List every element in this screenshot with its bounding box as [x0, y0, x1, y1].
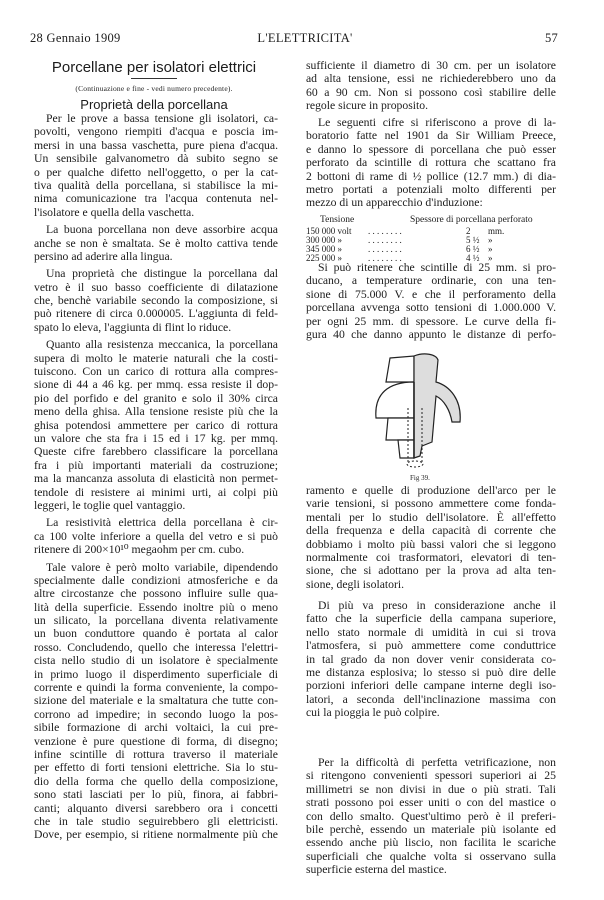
paragraph [306, 59, 556, 113]
text-line: pio del porfido e del granito e solo il 30% circa [34, 391, 278, 405]
text-line: rosso. Concludendo, quello che interessa l'elettri- [34, 640, 278, 654]
unit-cell: » [488, 253, 493, 263]
voltage-cell: 345 000 » [306, 244, 342, 254]
text-line: ramento e quelle di produzione dell'arco per le [306, 484, 556, 497]
text-line: latori, a seconda dell'inclinazione massima con [306, 692, 556, 706]
thickness-cell: 5 ½ [466, 235, 480, 245]
text-line: l'isolatore e quella della vaschetta. [34, 205, 195, 219]
text-line: per ogni 25 mm. di spessore. Le curve della fi- [306, 314, 556, 328]
voltage-thickness-table [306, 216, 556, 263]
left-column [34, 112, 278, 842]
text-line: Una proprietà che distingue la porcellana dal [46, 267, 278, 281]
thickness-cell: 4 ½ [466, 253, 480, 263]
text-line: con dello smalto. Quest'ultimo però è il preferi- [306, 809, 556, 823]
text-line: leggeri, le toglie quel vantaggio. [34, 498, 186, 512]
text-line: ca 100 volte inferiore a quella del vetro e si può [34, 529, 278, 543]
paragraph [34, 267, 278, 334]
text-line: fatto che la superficie della campana superiore, [306, 612, 556, 626]
text-line: povolti, vengono riempiti d'acqua e poscia im- [34, 125, 278, 139]
text-line: sizione del materiale e la smaltatura che tutte con- [34, 694, 278, 708]
dot-leader: . . . . . . . . [368, 253, 402, 263]
figure-caption: Fig 39. [410, 474, 430, 482]
paragraph [306, 484, 556, 591]
page-number: 57 [545, 31, 559, 45]
text-line: ducano, a temperature ordinarie, con una ten- [306, 274, 556, 288]
text-line: altre circostanze che possono influire sulle qua- [34, 587, 278, 601]
text-line: dobbiamo i molto più bassi valori che si leggono [306, 537, 556, 551]
text-line: della frequenza e della capacità di corrente che [306, 524, 556, 538]
text-line: si ritengono convenienti spessori superiori ai 25 [306, 769, 556, 783]
text-line: che, benchè variabile secondo la composizione, si [34, 294, 278, 308]
text-line: porcellana avvenga sotto tensioni di 1.000.000 V. [306, 301, 556, 315]
voltage-cell: 300 000 » [306, 235, 342, 245]
text-line: dio della forma che quello della composizione, [34, 774, 278, 788]
text-line: sione di 75.000 V. e che il perforamento della [306, 287, 556, 301]
text-line: strati possono poi esser uniti o con del mastice o [306, 796, 556, 810]
text-line: corrono ad impedire; in secondo luogo la pos- [34, 707, 278, 721]
article-title: Porcellane per isolatori elettrici [51, 59, 257, 76]
text-line: Di più va preso in considerazione anche il [318, 599, 556, 612]
paragraph [34, 112, 278, 219]
text-line: regole sicure in proposito. [306, 99, 429, 113]
unit-cell: » [488, 235, 493, 245]
text-line: Quanto alla resistenza meccanica, la porcellana [46, 338, 278, 352]
text-line: mezzo di un apparecchio d'induzione: [306, 196, 483, 210]
text-line: canti; alquanto diversi sarebbero ora i concetti [34, 801, 278, 815]
text-line: un buon conduttore quando è portata al calor [34, 627, 278, 641]
paragraph [34, 338, 278, 512]
paragraph [306, 756, 556, 877]
text-line: venzione è pure questione di forma, di disegno; [34, 734, 278, 748]
text-line: sione di 44 a 46 kg. per mmq. essa resiste il dop- [34, 378, 278, 392]
paragraph [34, 561, 278, 842]
text-line: mentali per lo studio dell'isolatore. È all'effetto [306, 510, 556, 524]
text-line: cista nello studio di un isolatore è specialmente [34, 654, 278, 668]
table-header-thickness: Spessore di porcellana perforato [410, 215, 533, 225]
paragraph [306, 261, 556, 341]
text-line: porzioni inferiori delle campane interne degli iso- [306, 679, 556, 693]
text-line: Dove, per esempio, si ritiene normalmente più che [34, 828, 278, 842]
text-line: specialmente dalle condizioni atmosferiche e da [34, 573, 278, 587]
text-line: superficie esterna del mastice. [306, 863, 447, 877]
text-line: persino ad aderire alla lingua. [34, 249, 173, 263]
text-line: boratorio fatte nel 1901 da Sir William Preece, [306, 129, 556, 143]
text-line: l'atmosfera, si può ammettere come conduttrice [306, 639, 556, 653]
text-line: tiva qualità della porcellana, si stabilisce la mi- [34, 178, 278, 192]
text-line: tuiscono. Con un carico di rottura alla compres- [34, 365, 278, 379]
paragraph [34, 223, 278, 263]
text-line: Le seguenti cifre si riferiscono a prove di la- [318, 116, 556, 129]
text-line: Si può ritenere che scintille di 25 mm. si pro- [318, 261, 556, 274]
paragraph [34, 516, 278, 556]
text-line: nello stato normale di umidità in cui si trova [306, 625, 556, 639]
text-line: 2 bottoni di rame di ½ pollice (12.7 mm.) di dia- [306, 169, 556, 183]
thickness-cell: 2 [466, 226, 471, 236]
text-line: La resistività elettrica della porcellana è cir- [46, 516, 278, 530]
issue-date: 28 Gennaio 1909 [30, 31, 121, 45]
paragraph [306, 599, 556, 720]
text-line: fra i più importanti materiali da costruzione; [34, 458, 278, 472]
thickness-cell: 6 ½ [466, 244, 480, 254]
text-line: ghisa potendosi ammettere per carico di rottura [34, 418, 278, 432]
text-line: che in tale studio seguirebbero gli elettricisti. [34, 814, 278, 828]
text-line: sufficiente il diametro di 30 cm. per un isolatore [306, 59, 556, 72]
table-row [306, 245, 556, 254]
text-line: e danno lo spessore di porcellana che può esser [306, 142, 556, 156]
text-line: sione, degli isolatori. [306, 577, 405, 591]
text-line: gura 40 che danno appunto le distanze di perfo- [306, 327, 556, 341]
voltage-cell: 225 000 » [306, 253, 342, 263]
text-line: ad alta tensione, essi ne richiederebbero uno da [306, 72, 556, 86]
text-line: ma la mancanza assoluta di elasticità non permet- [34, 472, 278, 486]
text-line: metro portati a potenziali molto differenti per [306, 182, 556, 196]
text-line: per effetto di forti tensioni elettriche. Sia lo stu- [34, 761, 278, 775]
text-line: Per la difficoltà di perfetta vetrificazione, non [318, 756, 556, 769]
text-line: in tal grado da non dover venir considerata co- [306, 652, 556, 666]
text-line: Un sensibile galvanometro dà subito segno se [34, 152, 278, 166]
text-line: Tale valore è però molto variabile, dipendendo [46, 560, 278, 574]
dot-leader: . . . . . . . . [368, 244, 402, 254]
text-line: supera di molto le materie naturali che la costi- [34, 351, 278, 365]
section-heading: Proprietà della porcellana [80, 97, 228, 112]
text-line: corrente e quindi la forma conveniente, la compo- [34, 681, 278, 695]
text-line: ritenere di 200×10¹⁰ megaohm per cm. cubo. [34, 543, 245, 557]
text-line: varie tensioni, si possono ammettere come fonda- [306, 497, 556, 511]
paragraph [306, 116, 556, 210]
text-line: mersi in una bassa vaschetta, pure piena d'acqua. [34, 138, 278, 152]
text-line: Queste cifre farebbero classificare la porcellana [34, 445, 278, 459]
text-line: sibile formazione di archi voltaici, la cui pre- [34, 721, 278, 735]
text-line: un valore che sta fra i 15 ed i 17 kg. per mmq. [34, 431, 278, 445]
text-line: La buona porcellana non deve assorbire acqua [46, 223, 278, 237]
text-line: 60 a 90 cm. Non si possono così stabilire delle [306, 85, 556, 99]
text-line: infine scintille di rottura traverso il materiale [34, 747, 278, 761]
text-line: normalmente coi trasformatori, elevatori di ten- [306, 550, 556, 564]
text-line: cui la pioggia le può colpire. [306, 706, 440, 720]
text-line: vetro è il suo basso coefficiente di dilatazione [34, 280, 278, 294]
table-header-voltage: Tensione [320, 215, 355, 225]
dot-leader: . . . . . . . . [368, 235, 402, 245]
text-line: spato lo eleva, l'aggiunta di flint lo riduce. [34, 320, 232, 334]
text-line: millimetri se non divisi in due o più strati. Tali [306, 782, 556, 796]
insulator-figure [370, 352, 470, 470]
text-line: anche se non è smaltata. Se è molto cattiva tende [34, 236, 278, 250]
text-line: o per qualche difetto nell'oggetto, o per la cat- [34, 165, 278, 179]
text-line: tendole di resistere ai minimi urti, ai colpi più [34, 485, 278, 499]
unit-cell: mm. [488, 226, 505, 236]
text-line: può ritenere di circa 0.000005. L'aggiunta di feld- [34, 307, 278, 321]
text-line: un silicato, la porcellana diventa relativamente [34, 614, 278, 628]
text-line: lità della superficie. Essendo inoltre più o meno [34, 600, 278, 614]
text-line: me distanza esplosiva; lo stesso si può dire delle [306, 665, 556, 679]
unit-cell: » [488, 244, 493, 254]
article-subtitle: (Continuazione e fine - vedi numero precedente). [75, 84, 233, 93]
voltage-cell: 150 000 volt [306, 226, 352, 236]
text-line: in primo luogo il disperdimento superficiale di [34, 667, 278, 681]
text-line: essendo anche più liscio, non facilita le scariche [306, 836, 556, 850]
table-row [306, 236, 556, 245]
text-line: superficiali che qualche volta si osservano sulla [306, 849, 556, 863]
text-line: Per le prove a bassa tensione gli isolatori, ca- [46, 112, 278, 125]
text-line: meno della ghisa. Alla tensione resiste più che la [34, 405, 278, 419]
title-divider [131, 78, 177, 79]
text-line: sione, che si adottano per la prova ad alta ten- [306, 564, 556, 578]
dot-leader: . . . . . . . . [368, 226, 402, 236]
journal-title: L'ELETTRICITA' [257, 31, 353, 45]
text-line: perforato da scintille di rottura che scattano fra [306, 156, 556, 170]
table-row [306, 227, 556, 236]
text-line: sono stati lasciati per lo più, finora, ai fabbri- [34, 788, 278, 802]
text-line: bile perchè, essendo un materiale più isolante ed [306, 822, 556, 836]
text-line: nima comunicazione tra l'acqua contenuta nel- [34, 192, 278, 206]
